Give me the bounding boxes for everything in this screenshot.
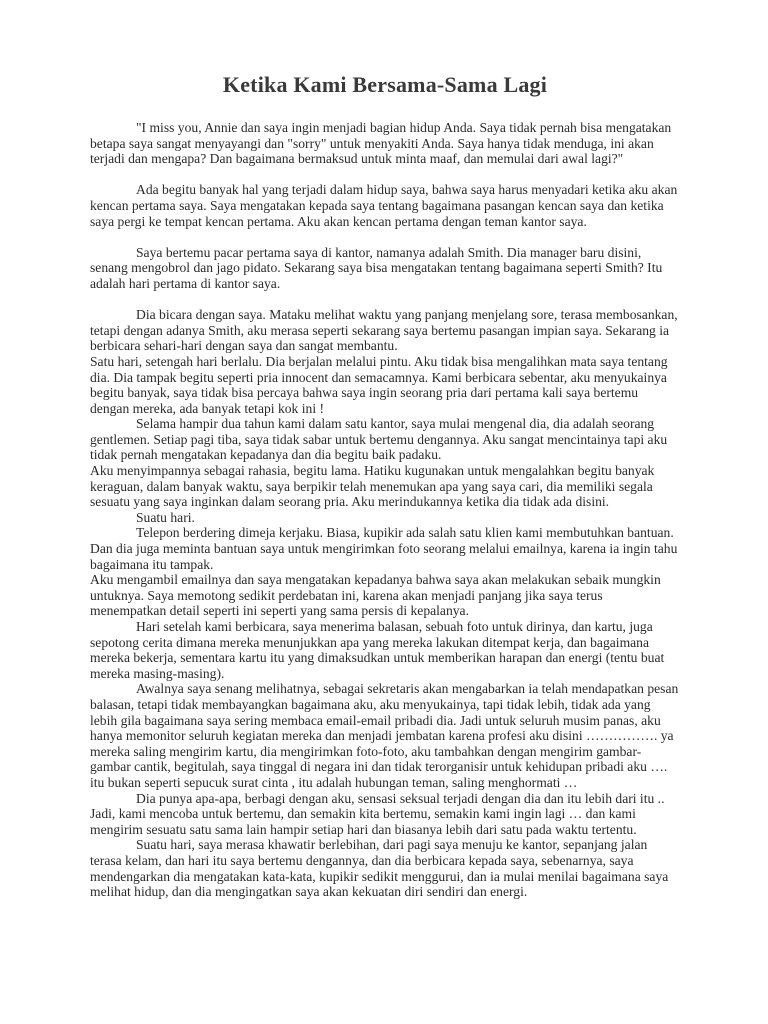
document-title: Ketika Kami Bersama-Sama Lagi <box>222 72 548 97</box>
paragraph-1: "I miss you, Annie dan saya ingin menjadi bagian hidup Anda. Saya tidak pernah bisa mengatakan betapa saya sangat menyayangi dan "sorry" untuk menyakiti Anda. Saya hanya tidak menduga, ini akan terjadi dan mengapa? Dan bagaimana bermaksud untuk minta maaf, dan memulai dari awal lagi?" <box>90 120 672 167</box>
paragraph-13: Dia punya apa-apa, berbagi dengan aku, sensasi seksual terjadi dengan dia dan itu lebih dari itu .. Jadi, kami mencoba untuk bertemu, dan semakin kita bertemu, semakin kami ingin lagi … dan kami mengirim sesuatu satu sama lain hampir setiap hari dan biasanya lebih dari satu pada waktu tertentu. <box>90 790 665 837</box>
paragraph-5: Satu hari, setengah hari berlalu. Dia berjalan melalui pintu. Aku tidak bisa mengalihkan mata saya tentang dia. Dia tampak begitu seperti pria innocent dan semacamnya. Kami berbicara sebentar, aku menyukainya begitu banyak, saya tidak bisa percaya bahwa saya ingin seorang pria dari pertama kali saya bertemu dengan mereka, ada banyak tetapi kok ini ! <box>90 353 668 416</box>
paragraph-8: Suatu hari. <box>136 509 195 525</box>
paragraph-10: Aku mengambil emailnya dan saya mengatakan kepadanya bahwa saya akan melakukan sebaik mungkin untuknya. Saya memotong sedikit perdebatan ini, karena akan menjadi panjang jika saya terus menempatkan detail seperti ini seperti yang sama persis di kepalanya. <box>90 572 661 619</box>
paragraph-6: Selama hampir dua tahun kami dalam satu kantor, saya mulai mengenal dia, dia adalah seorang gentlemen. Setiap pagi tiba, saya tidak sabar untuk bertemu dengannya. Aku sangat mencintainya tapi aku tidak pernah mengatakan kepadanya dan dia begitu baik padaku. <box>90 416 668 463</box>
paragraph-14: Suatu hari, saya merasa khawatir berlebihan, dari pagi saya menuju ke kantor, sepanjang jalan terasa kelam, dan hari itu saya bertemu dengannya, dan dia berbicara kepada saya, sebenarnya, saya mendengarkan dia mengatakan kata-kata, kupikir sedikit menggurui, dan ia mulai menilai bagaimana saya melihat hidup, dan dia mengingatkan saya akan kekuatan diri sendiri dan energi. <box>90 837 669 900</box>
paragraph-11: Hari setelah kami berbicara, saya menerima balasan, sebuah foto untuk dirinya, dan kartu, juga sepotong cerita dimana mereka menunjukkan apa yang mereka lakukan ditempat kerja, dan bagaimana mereka bekerja, sementara kartu itu yang dimaksudkan untuk memberikan harapan dan energi (tentu buat mereka masing-masing). <box>90 619 665 681</box>
paragraph-9: Telepon berdering dimeja kerjaku. Biasa, kupikir ada salah satu klien kami membutuhkan bantuan. Dan dia juga meminta bantuan saya untuk mengirimkan foto seorang melalui emailnya, karena ia ingin tahu bagaimana itu tampak. <box>90 525 678 572</box>
paragraph-7: Aku menyimpannya sebagai rahasia, begitu lama. Hatiku kugunakan untuk mengalahkan begitu banyak keraguan, dalam banyak waktu, saya berpikir telah menemukan apa yang saya cari, dia memiliki segala sesuatu yang saya inginkan dalam seorang pria. Aku merindukannya ketika dia tidak ada disini. <box>90 463 655 510</box>
paragraph-12: Awalnya saya senang melihatnya, sebagai sekretaris akan mengabarkan ia telah mendapatkan pesan balasan, tetapi tidak membayangkan bagaimana aku, aku menyukainya, tapi tidak lebih, tidak ada yang lebih gila bagaimana saya sering membaca email-email pribadi dia. Jadi untuk seluruh musim panas, aku hanya memonitor seluruh kegiatan mereka dan menjadi jembatan karena profesi aku disini ……………. ya mereka saling mengirim kartu, dia mengirimkan foto-foto, aku tambahkan dengan mengirim gambar-gambar cantik, begitulah, saya tinggal di negara ini dan tidak terorganisir untuk kehidupan pribadi aku …. itu bukan seperti sepucuk surat cinta , itu adalah hubungan teman, saling menghormati … <box>90 681 679 790</box>
paragraph-4: Dia bicara dengan saya. Mataku melihat waktu yang panjang menjelang sore, terasa membosankan, tetapi dengan adanya Smith, aku merasa seperti sekarang saya bertemu pasangan impian saya. Sekarang ia berbicara sehari-hari dengan saya dan sangat membantu. <box>90 307 678 354</box>
paragraph-2: Ada begitu banyak hal yang terjadi dalam hidup saya, bahwa saya harus menyadari ketika aku akan kencan pertama saya. Saya mengatakan kepada saya tentang bagaimana pasangan kencan saya dan ketika saya pergi ke tempat kencan pertama. Aku akan kencan pertama dengan teman kantor saya. <box>90 182 678 229</box>
document-body <box>90 120 680 900</box>
paragraph-3: Saya bertemu pacar pertama saya di kantor, namanya adalah Smith. Dia manager baru disini, senang mengobrol dan jago pidato. Sekarang saya bisa mengatakan tentang bagaimana seperti Smith? Itu adalah hari pertama di kantor saya. <box>90 244 663 291</box>
